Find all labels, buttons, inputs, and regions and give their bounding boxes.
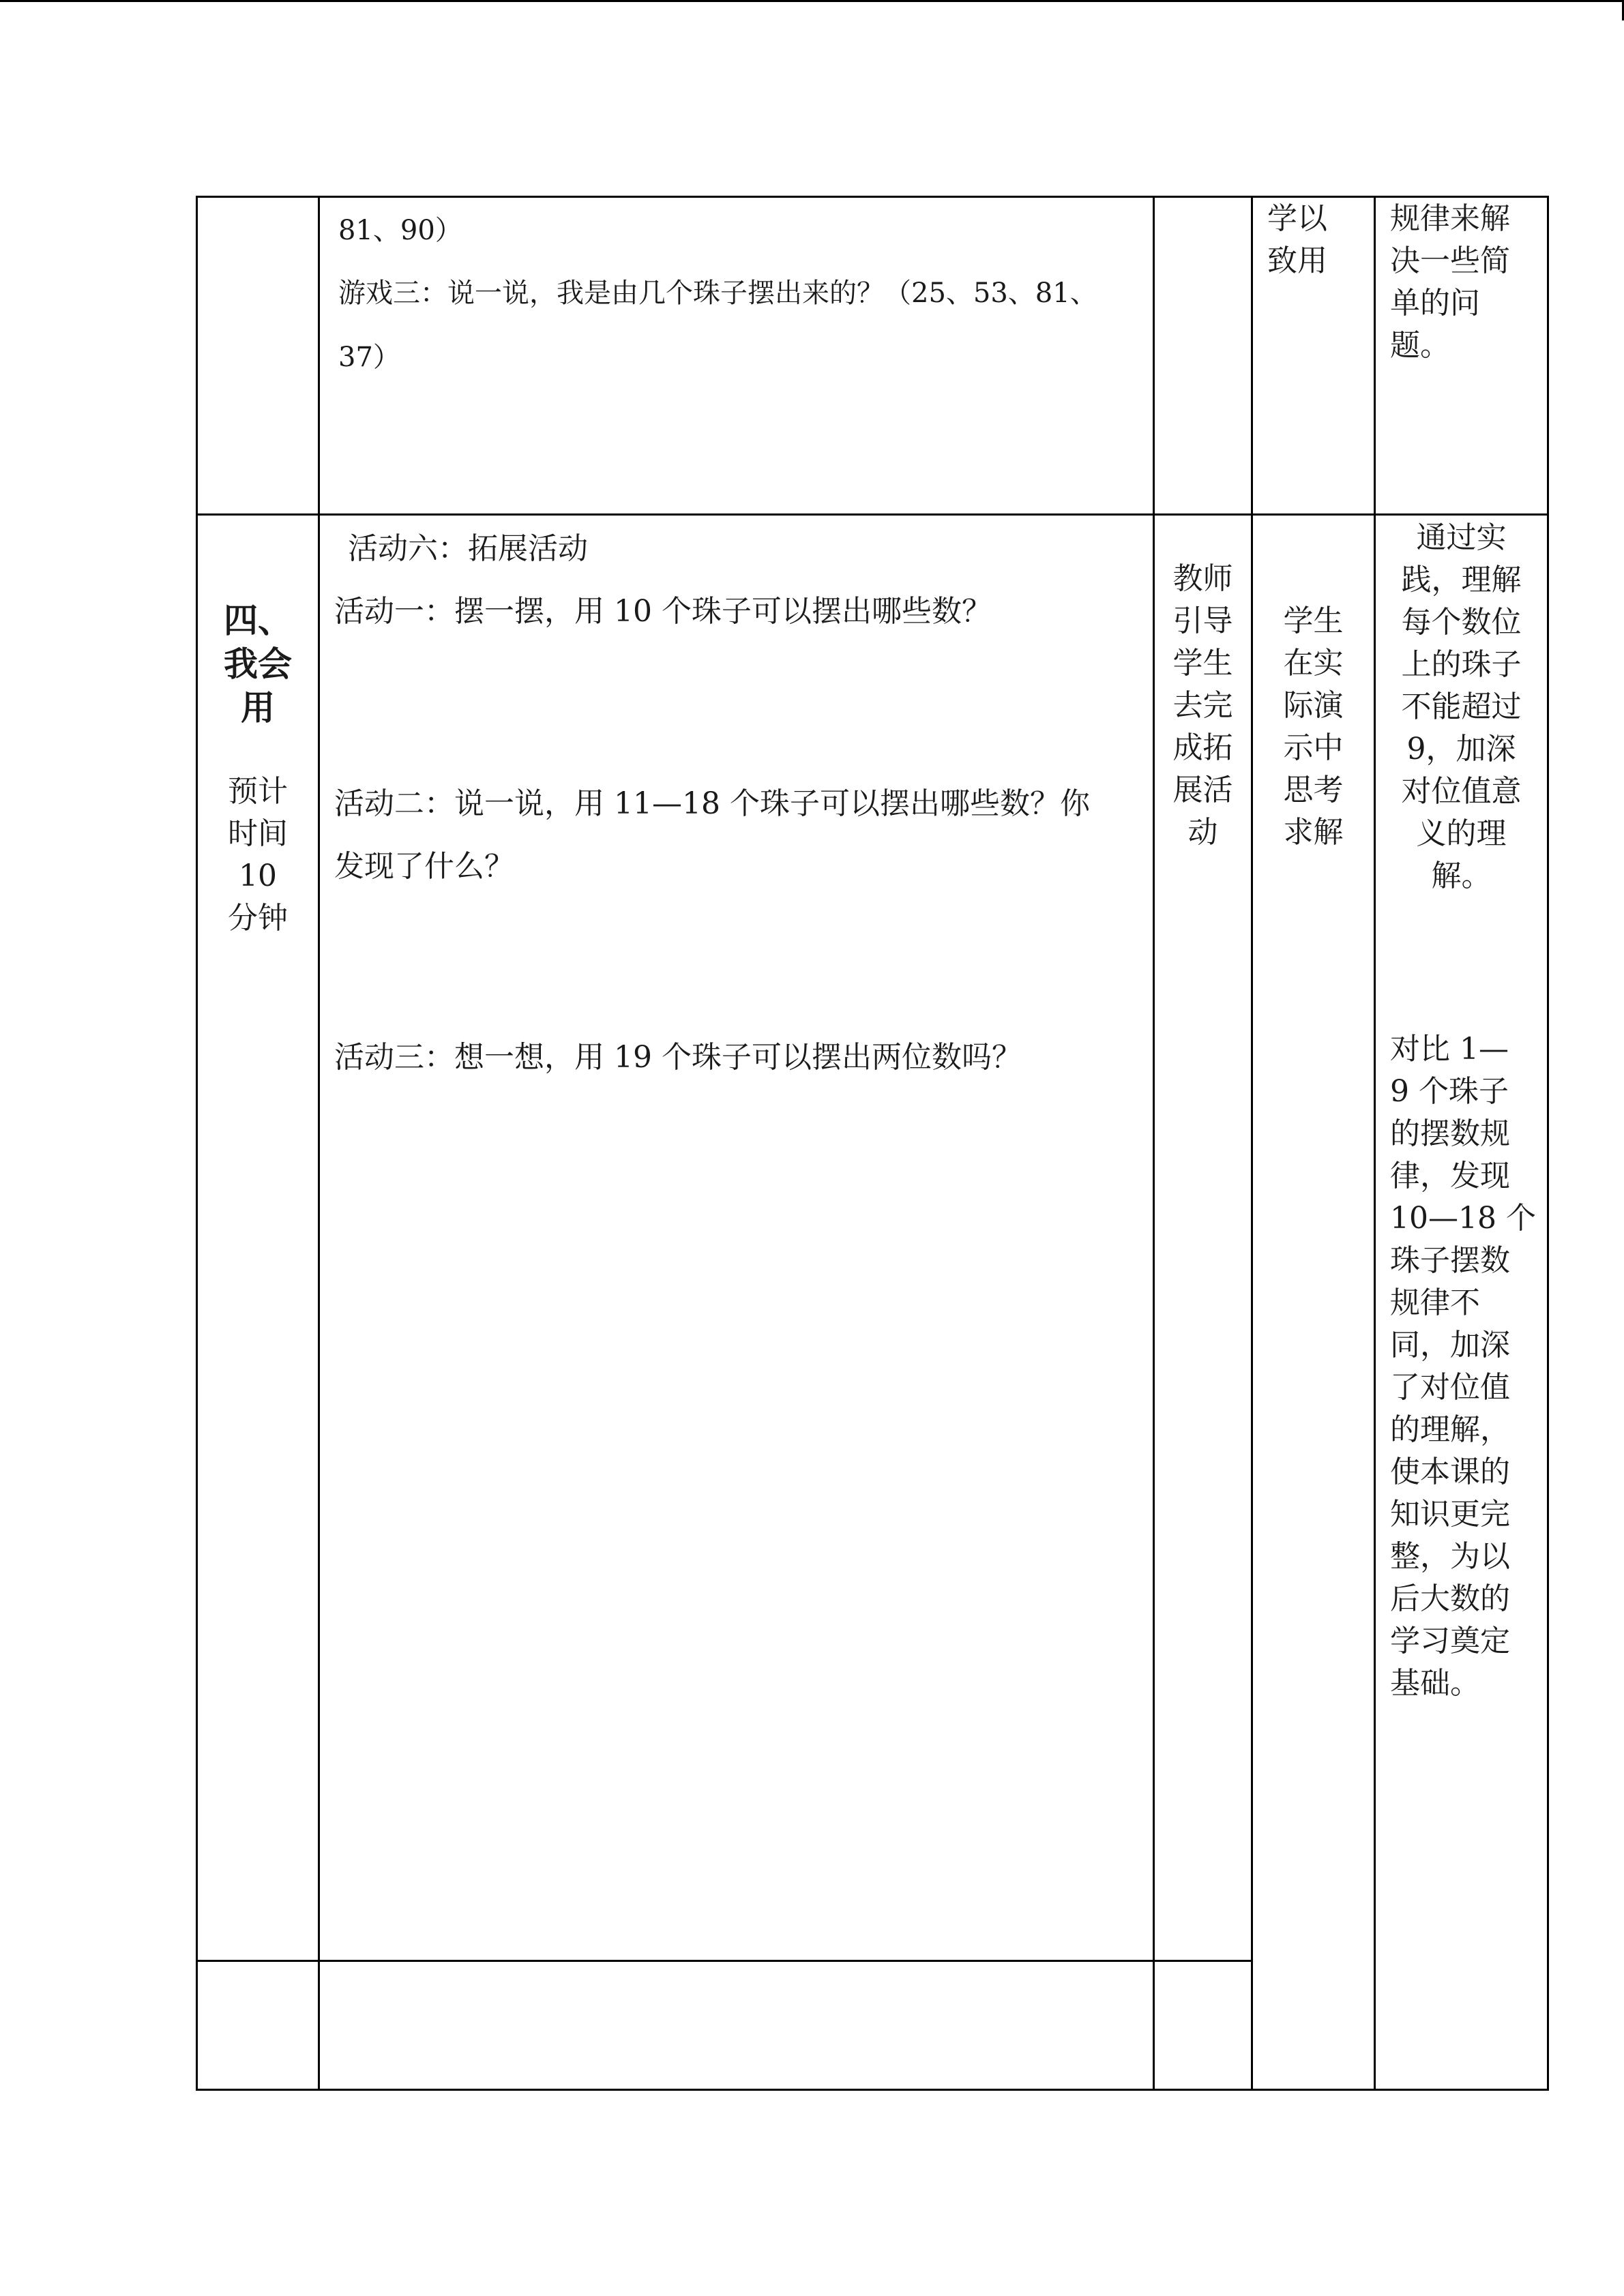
column-divider-3 <box>1251 196 1253 2091</box>
activity-two-line2: 发现了什么？ <box>334 849 514 884</box>
teacher-activity: 教师 引导 学生 去完 成拓 展活 动 <box>1172 561 1233 850</box>
student-activity: 学生 在实 际演 示中 思考 求解 <box>1283 603 1344 850</box>
column-divider-2 <box>1153 196 1155 2091</box>
table-right-border <box>1547 196 1549 2091</box>
row1-content-line3: 37） <box>338 342 400 373</box>
row1-student-activity: 学以 致用 <box>1267 201 1327 278</box>
activity-title: 活动六：拓展活动 <box>348 531 588 566</box>
design-intent-one: 通过实 践，理解 每个数位 上的珠子 不能超过 9，加深 对位值意 义的理 解。 <box>1401 520 1522 893</box>
table-left-border <box>196 196 198 2091</box>
activity-three: 活动三：想一想，用 19 个珠子可以摆出两位数吗？ <box>334 1040 1022 1075</box>
activity-two-line1: 活动二：说一说，用 11—18 个珠子可以摆出哪些数？你 <box>334 786 1090 821</box>
column-divider-4 <box>1374 196 1376 2091</box>
page-top-border <box>0 0 1624 2</box>
stage-title: 四、 我会 用 <box>224 600 292 728</box>
row1-content-line1: 81、90） <box>338 215 462 246</box>
row1-design-intent: 规律来解 决一些简 单的问 题。 <box>1390 201 1510 363</box>
design-intent-two: 对比 1— 9 个珠子 的摆数规 律，发现 10—18 个 珠子摆数 规律不 同，加深 了对位值 的理解， 使本课的 知识更完 整，为以 后大数的 学习奠定 基础。 <box>1390 1032 1536 1701</box>
column-divider-1 <box>318 196 320 2091</box>
row-divider-1 <box>196 513 1549 516</box>
row-divider-2 <box>196 1960 1253 1962</box>
stage-time: 预计 时间 10 分钟 <box>228 774 288 936</box>
row1-content-line2: 游戏三：说一说，我是由几个珠子摆出来的？（25、53、81、 <box>338 278 1097 309</box>
activity-one: 活动一：摆一摆，用 10 个珠子可以摆出哪些数？ <box>334 594 992 629</box>
table-bottom-border <box>196 2089 1549 2091</box>
